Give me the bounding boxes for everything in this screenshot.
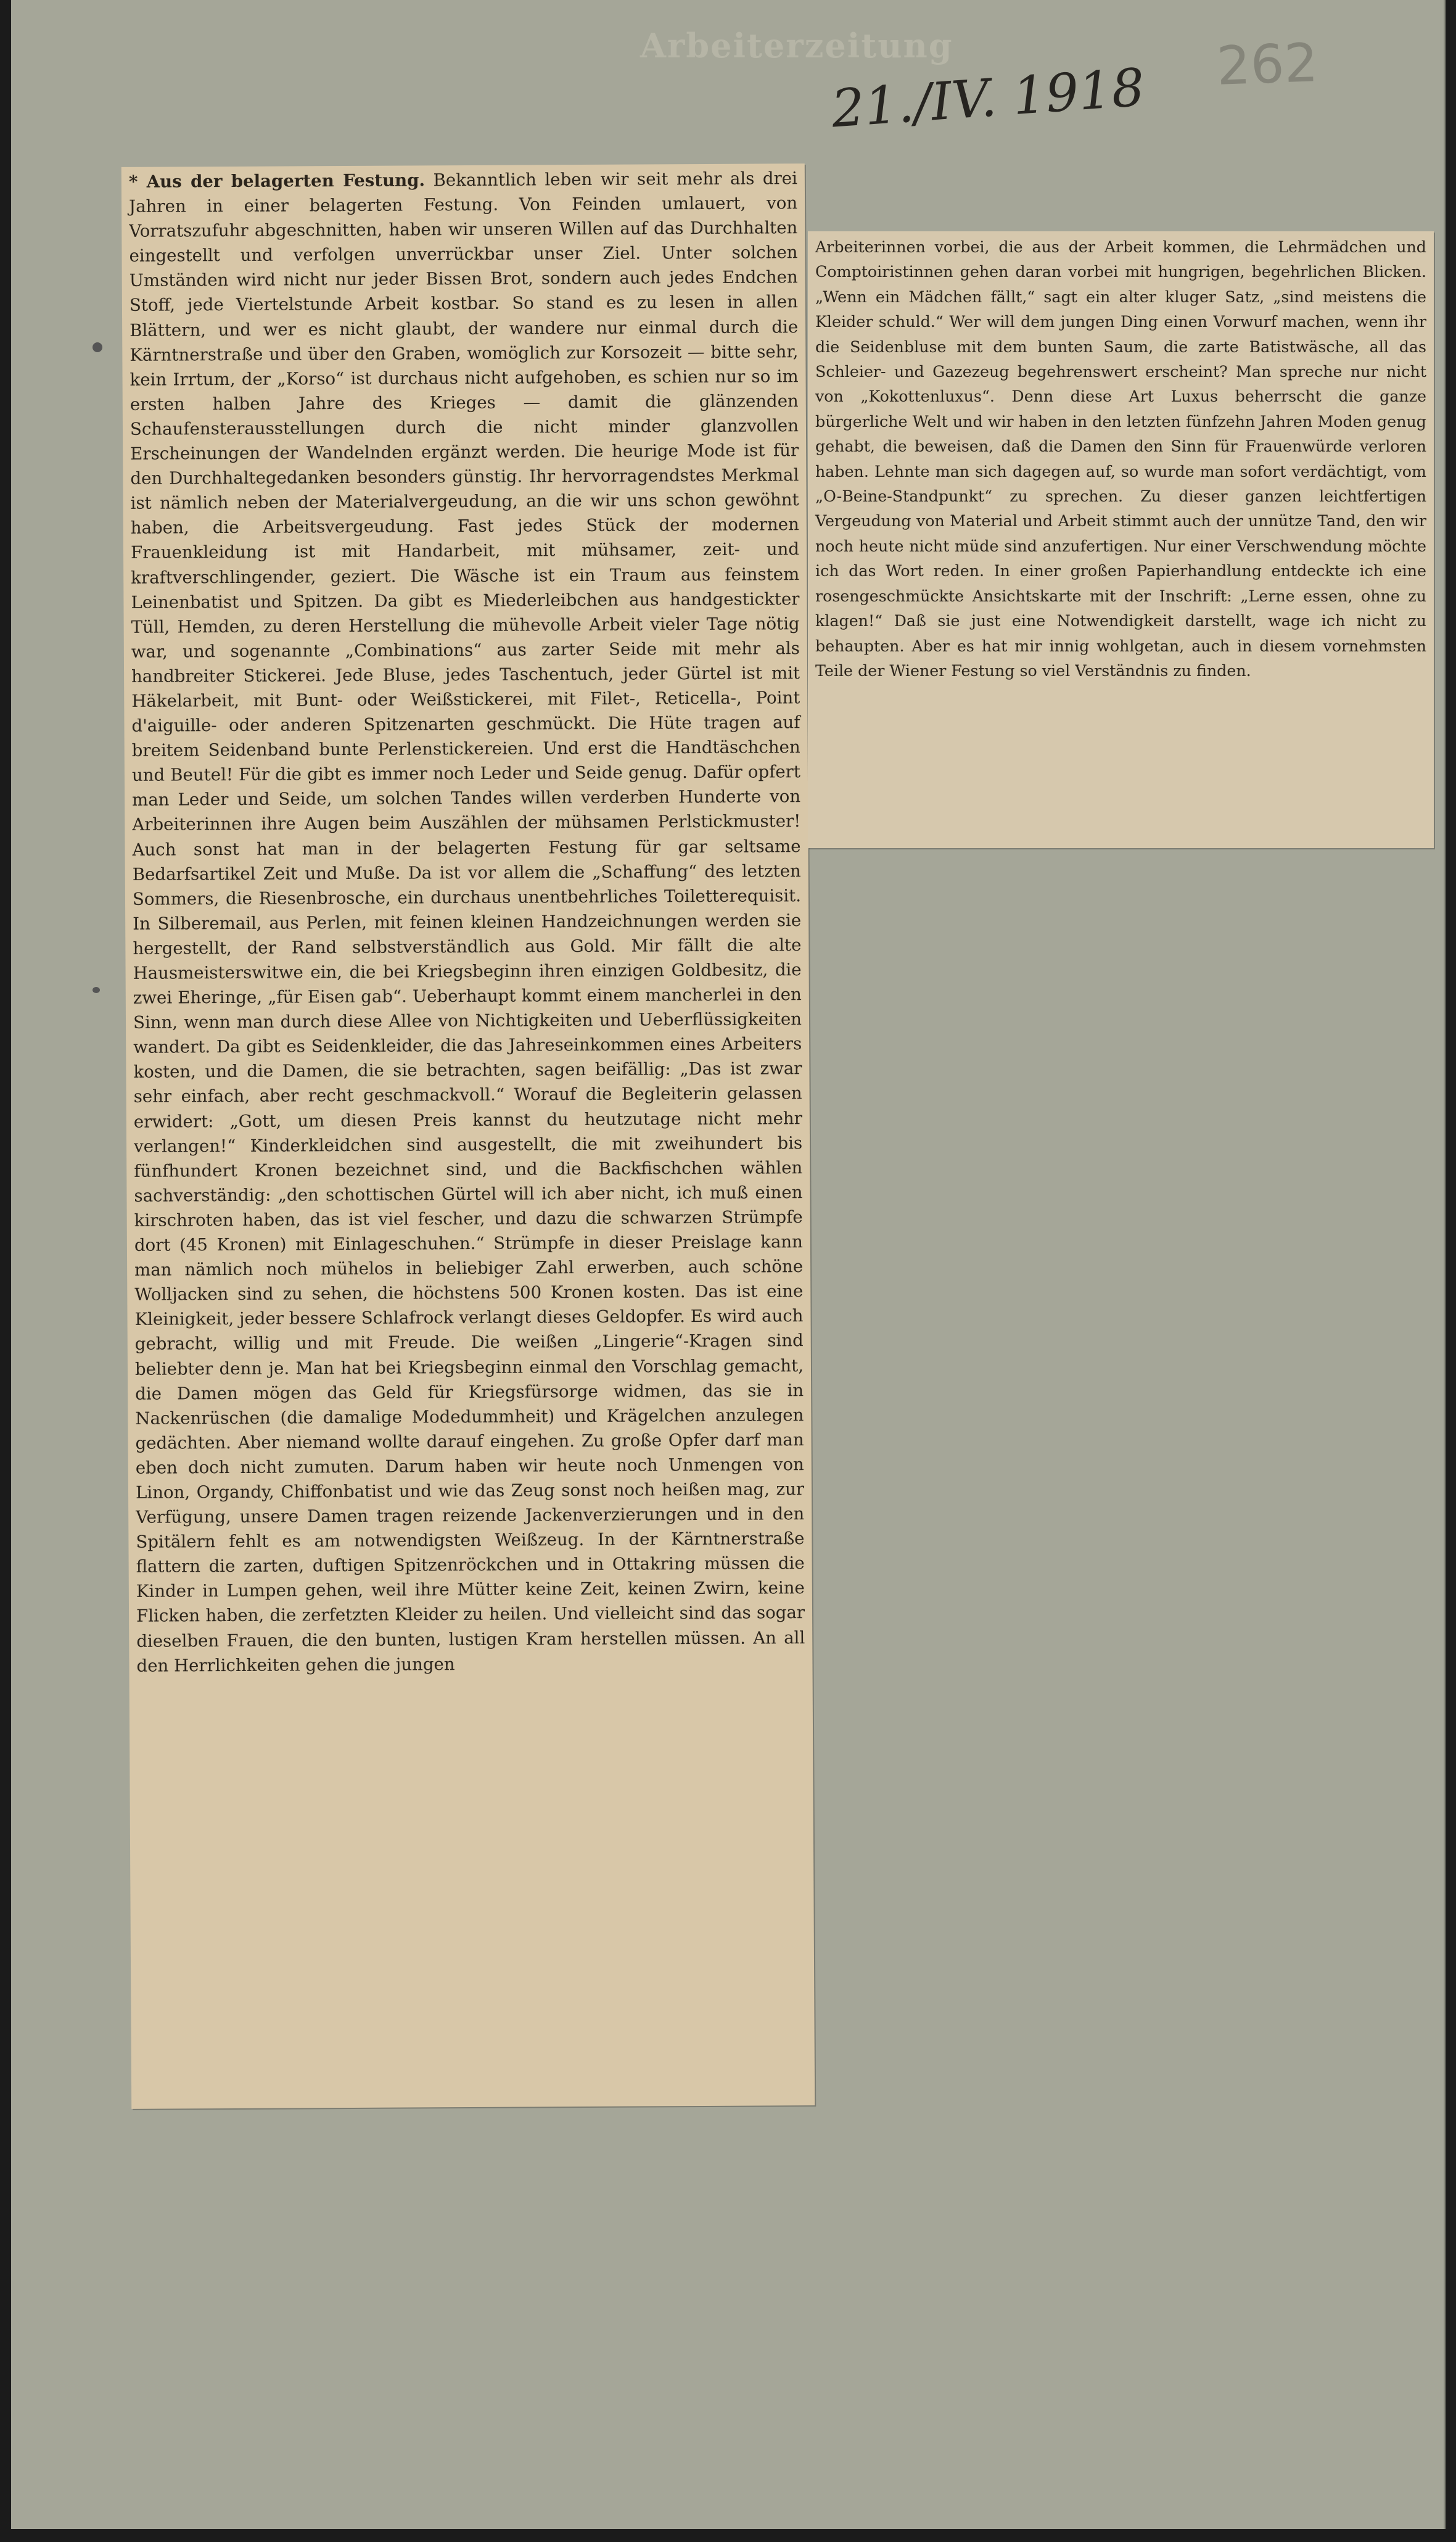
ink-dot — [93, 987, 100, 993]
newspaper-clipping-column-2 — [808, 231, 1434, 848]
faded-stamp: Arbeiterzeitung — [640, 26, 953, 65]
column-1-text: Bekanntlich leben wir seit mehr als drei Jahren in einer belagerten Festung. Von Feinden umlauert, von Vorratszufuhr abgeschnitten, haben wir unseren Willen auf das Durchhalten eingestellt und verfolgen unverrückbar unser Ziel. Unter solchen Umständen wird nicht nur jeder Bissen Brot, sondern auch jedes Endchen Stoff, jede Viertelstunde Arbeit kostbar. So stand es zu lesen in allen Blättern, und wer es nicht glaubt, der wandere nur einmal durch die Kärntnerstraße und über den Graben, womöglich zur Korsozeit — bitte sehr, kein Irrtum, der „Korso“ ist durchaus nicht aufgehoben, es schien nur so im ersten halben Jahre des Krieges — damit die glänzenden Schaufensterausstellungen durch die nicht minder glanzvollen Erscheinungen der Wandelnden ergänzt werden. Die heurige Mode ist für den Durchhaltegedanken besonders günstig. Ihr hervorragendstes Merkmal ist nämlich neben der Materialvergeudung, an die wir uns schon gewöhnt haben, die Arbeitsvergeudung. Fast jedes Stück der modernen Frauenkleidung ist mit Handarbeit, mit mühsamer, zeit- und kraftverschlingender, geziert. Die Wäsche ist ein Traum aus feinstem Leinenbatist und Spitzen. Da gibt es Miederleibchen aus handgestickter Tüll, Hemden, zu deren Herstellung die mühevolle Arbeit vieler Tage nötig war, und sogenannte „Combinations“ aus zarter Seide mit mehr als handbreiter Stickerei. Jede Bluse, jedes Taschentuch, jeder Gürtel ist mit Häkelarbeit, mit Bunt- oder Weißstickerei, mit Filet-, Reticella-, Point d'aiguille- oder anderen Spitzenarten geschmückt. Die Hüte tragen auf breitem Seidenband bunte Perlenstickereien. Und erst die Handtäschchen und Beutel! Für die gibt es immer noch Leder und Seide genug. Dafür opfert man Leder und Seide, um solchen Tandes willen verderben Hunderte von Arbeiterinnen ihre Augen beim Auszählen der mühsamen Perlstickmuster! Auch sonst hat man in der belagerten Festung für gar seltsame Bedarfsartikel Zeit und Muße. Da ist vor allem die „Schaffung“ des letzten Sommers, die Riesenbrosche, ein durchaus unentbehrliches Toiletterequisit. In Silberemail, aus Perlen, mit feinen kleinen Handzeichnungen werden sie hergestellt, der Rand selbstverständlich aus Gold. Mir fällt die alte Hausmeisterswitwe ein, die bei Kriegsbeginn ihren einzigen Goldbesitz, die zwei Eheringe, „für Eisen gab“. Ueberhaupt kommt einem mancherlei in den Sinn, wenn man durch diese Allee von Nichtigkeiten und Ueberflüssigkeiten wandert. Da gibt es Seidenkleider, die das Jahreseinkommen eines Arbeiters kosten, und die Damen, die sie betrachten, sagen beifällig: „Das ist zwar sehr einfach, aber recht geschmackvoll.“ Worauf die Begleiterin gelassen erwidert: „Gott, um diesen Preis kannst du heutzutage nicht mehr verlangen!“ Kinderkleidchen sind ausgestellt, die mit zweihundert bis fünfhundert Kronen bezeichnet sind, und die Backfischchen wählen sachverständig: „den schottischen Gürtel will ich aber nicht, ich muß einen kirschroten haben, das ist viel fescher, und dazu die schwarzen Strümpfe dort (45 Kronen) mit Einlageschuhen.“ Strümpfe in dieser Preislage kann man nämlich noch mühelos in beliebiger Zahl erwerben, auch schöne Wolljacken sind zu sehen, die höchstens 500 Kronen kosten. Das ist eine Kleinigkeit, jeder bessere Schlafrock verlangt dieses Geldopfer. Es wird auch gebracht, willig und mit Freude. Die weißen „Lingerie“-Kragen sind beliebter denn je. Man hat bei Kriegsbeginn einmal den Vorschlag gemacht, die Damen mögen das Geld für Kriegsfürsorge widmen, das sie in Nackenrüschen (die damalige Modedummheit) und Krägelchen anzulegen gedächten. Aber niemand wollte darauf eingehen. Zu große Opfer darf man eben doch nicht zumuten. Darum haben wir heute noch Unmengen von Linon, Organdy, Chiffonbatist und wie das Zeug sonst noch heißen mag, zur Verfügung, unsere Damen tragen reizende Jackenverzierungen und in den Spitälern fehlt es am notwendigsten Weißzeug. In der Kärntnerstraße flattern die zarten, duftigen Spitzenröckchen und in Ottakring müssen die Kinder in Lumpen gehen, weil ihre Mütter keine Zeit, keinen Zwirn, keine Flicken haben, die zerfetzten Kleider zu heilen. Und vielleicht sind das sogar dieselben Frauen, die den bunten, lustigen Kram herstellen müssen. An all den Herrlichkeiten gehen die jungen — [129, 168, 805, 1676]
article-headline: * Aus der belagerten Festung. — [128, 170, 426, 192]
newspaper-clipping-column-1 — [121, 163, 815, 2109]
handwritten-date: 21./IV. 1918 — [829, 57, 1147, 139]
article-body-column-1 — [129, 166, 805, 1678]
pencil-page-number: 262 — [1215, 32, 1319, 97]
ink-dot — [93, 342, 102, 352]
article-body-column-2: Arbeiterinnen vorbei, die aus der Arbeit kommen, die Lehrmädchen und Comptoiristinnen gehen daran vorbei mit hungrigen, begehrlichen Blicken. „Wenn ein Mädchen fällt,“ sagt ein alter kluger Satz, „sind meistens die Kleider schuld.“ Wer will dem jungen Ding einen Vorwurf machen, wenn ihr die Seidenbluse mit dem bunten Saum, die zarte Batistwäsche, all das Schleier- und Gazezeug begehrenswert erscheint? Man spreche nur nicht von „Kokottenluxus“. Denn diese Art Luxus beherrscht die ganze bürgerliche Welt und wir haben in den letzten fünfzehn Jahren Moden genug gehabt, die beweisen, daß die Damen den Sinn für Frauenwürde verloren haben. Lehnte man sich dagegen auf, so wurde man sofort verdächtigt, vom „O-Beine-Standpunkt“ zu sprechen. Zu dieser ganzen leichtfertigen Vergeudung von Material und Arbeit stimmt auch der unnütze Tand, den wir noch heute nicht müde sind anzufertigen. Nur einer Verschwendung möchte ich das Wort reden. In einer großen Papierhandlung entdeckte ich eine rosengeschmückte Ansichtskarte mit der Inschrift: „Lerne essen, ohne zu klagen!“ Daß sie just eine Notwendigkeit darstellt, wage ich nicht zu behaupten. Aber es hat mir innig wohlgetan, auch in diesem vornehmsten Teile der Wiener Festung so viel Verständnis zu finden. — [815, 238, 1426, 680]
